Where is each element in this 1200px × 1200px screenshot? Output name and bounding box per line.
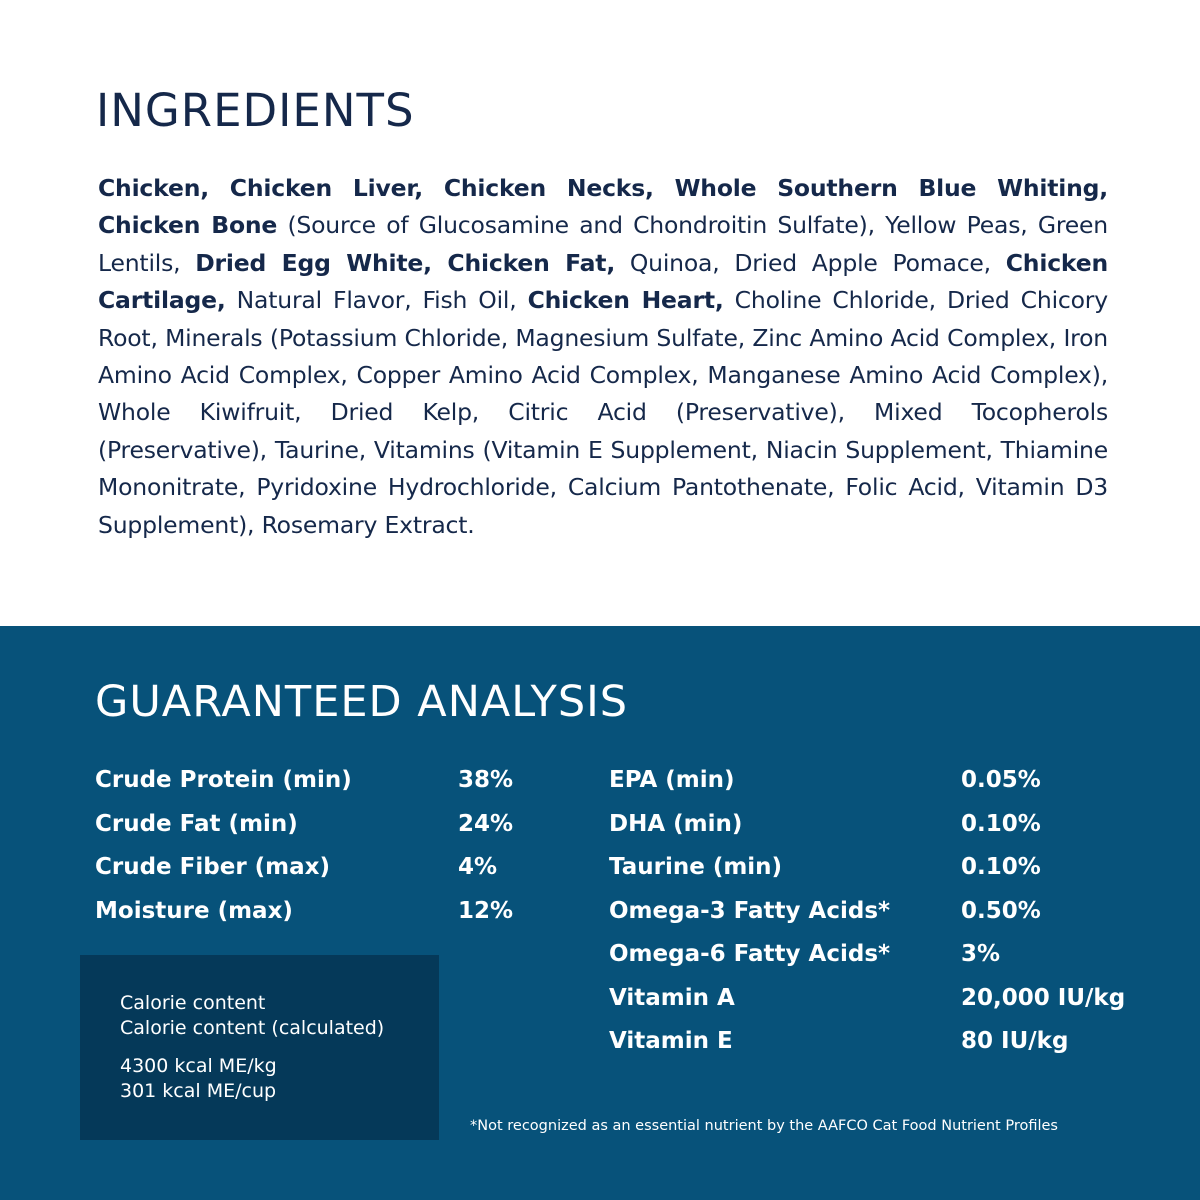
analysis-value: 20,000 IU/kg (961, 984, 1126, 1011)
analysis-left-column (95, 759, 525, 933)
analysis-label: Crude Fiber (max) (95, 854, 331, 880)
ingredient-segment-bold: Chicken Heart, (527, 286, 724, 315)
ingredient-segment-bold: Chicken Cartilage, (98, 248, 1108, 315)
analysis-label: Vitamin E (609, 1028, 733, 1054)
analysis-value: 4% (458, 854, 498, 880)
analysis-value: 0.10% (961, 810, 1041, 837)
guaranteed-analysis-section (0, 626, 1200, 1200)
analysis-label: Taurine (min) (609, 854, 783, 880)
ingredient-segment-bold: Dried Egg White, Chicken Fat, (195, 248, 616, 277)
ingredient-segment-bold: Chicken, Chicken Liver, Chicken Necks, Whole Southern Blue Whiting, Chicken Bone (98, 174, 1108, 240)
analysis-row-omega-6 (609, 933, 1169, 977)
ingredients-title: INGREDIENTS (96, 84, 415, 137)
analysis-label: Omega-3 Fatty Acids* (609, 897, 891, 924)
analysis-row-vitamin-a (609, 977, 1169, 1021)
analysis-row-taurine (609, 846, 1169, 890)
analysis-right-column (609, 759, 1169, 1064)
analysis-value: 80 IU/kg (961, 1028, 1069, 1054)
ingredient-segment: (Source of Glucosamine and Chondroitin Sulfate), Yellow Peas, Green Lentils, (98, 211, 1108, 277)
calorie-content-calculated-label: Calorie content (calculated) (120, 1017, 385, 1039)
analysis-value: 3% (961, 941, 1001, 967)
analysis-value: 38% (458, 767, 514, 793)
analysis-row-moisture (95, 890, 525, 934)
analysis-row-dha (609, 803, 1169, 847)
analysis-value: 12% (458, 897, 514, 924)
analysis-label: DHA (min) (609, 810, 743, 837)
calorie-per-cup: 301 kcal ME/cup (120, 1080, 277, 1102)
analysis-value: 0.50% (961, 897, 1041, 924)
ingredients-list (98, 170, 1108, 544)
analysis-label: Crude Fat (min) (95, 810, 298, 837)
analysis-label: Moisture (max) (95, 897, 293, 924)
analysis-label: EPA (min) (609, 767, 735, 793)
calorie-content-box (80, 955, 439, 1140)
analysis-row-crude-fat (95, 803, 525, 847)
aafco-footnote: *Not recognized as an essential nutrient by the AAFCO Cat Food Nutrient Profiles (470, 1118, 1058, 1134)
analysis-value: 0.05% (961, 767, 1041, 793)
calorie-content-label: Calorie content (120, 992, 266, 1014)
ingredient-segment: Natural Flavor, Fish Oil, (225, 286, 528, 315)
calorie-per-kg: 4300 kcal ME/kg (120, 1055, 277, 1077)
analysis-label: Vitamin A (609, 984, 735, 1011)
analysis-value: 24% (458, 810, 514, 837)
analysis-row-vitamin-e (609, 1020, 1169, 1064)
analysis-row-crude-fiber (95, 846, 525, 890)
analysis-value: 0.10% (961, 854, 1041, 880)
analysis-row-crude-protein (95, 759, 525, 803)
analysis-label: Omega-6 Fatty Acids* (609, 941, 891, 967)
analysis-row-omega-3 (609, 890, 1169, 934)
analysis-row-epa (609, 759, 1169, 803)
ingredient-segment: Choline Chloride, Dried Chicory Root, Minerals (Potassium Chloride, Magnesium Sulfate, Zinc Amino Acid Complex, Iron Amino Acid Complex, Copper Amino Acid Complex, Manganese Amino Acid Complex), Whole Kiwifruit, Dried Kelp, Citric Acid (Preservative), Mixed Tocopherols (Preservative), Taurine, Vitamins (Vitamin E Supplement, Niacin Supplement, Thiamine Mononitrate, Pyridoxine Hydrochloride, Calcium Pantothenate, Folic Acid, Vitamin D3 Supplement), Rosemary Extract. (98, 286, 1108, 539)
analysis-title: GUARANTEED ANALYSIS (95, 677, 629, 727)
analysis-label: Crude Protein (min) (95, 767, 352, 793)
ingredient-segment: Quinoa, Dried Apple Pomace, (615, 248, 1006, 277)
